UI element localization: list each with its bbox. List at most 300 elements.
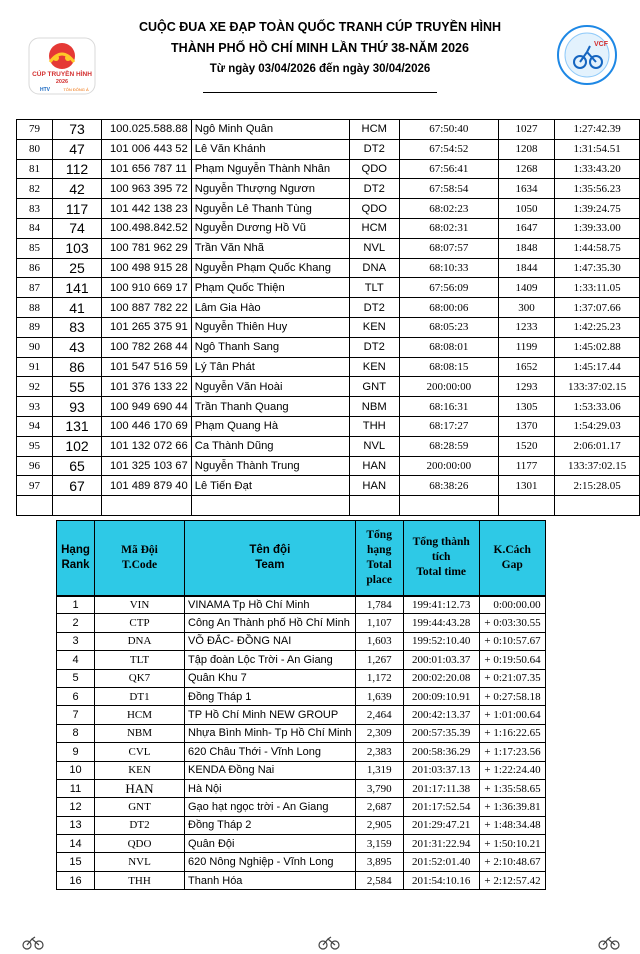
team-code-cell: THH xyxy=(95,871,185,889)
table-row xyxy=(57,669,546,687)
rider-name-cell: Nguyễn Dương Hồ Vũ xyxy=(191,218,349,238)
table-row xyxy=(57,798,546,816)
team-code-cell: QDO xyxy=(349,159,399,179)
gap-cell: 1:53:33.06 xyxy=(555,397,640,417)
team-rank-cell: 15 xyxy=(57,853,95,871)
team-rank-cell: 13 xyxy=(57,816,95,834)
uci-id-cell: 101 265 375 91 xyxy=(101,317,191,337)
gap-cell: + 1:16:22.65 xyxy=(479,724,545,742)
table-row xyxy=(17,337,640,357)
table-row xyxy=(57,614,546,632)
rider-name-cell: Trần Văn Nhã xyxy=(191,238,349,258)
rank-cell: 95 xyxy=(17,436,53,456)
uci-id-cell: 101 489 879 40 xyxy=(101,476,191,496)
table-row xyxy=(17,436,640,456)
rank-cell: 96 xyxy=(17,456,53,476)
logo-left-caption: CÚP TRUYỀN HÌNH xyxy=(32,71,92,78)
time-cell: 68:02:31 xyxy=(399,218,498,238)
bib-cell: 131 xyxy=(53,416,102,436)
total-place-cell: 2,905 xyxy=(355,816,403,834)
empty-cell xyxy=(498,496,554,516)
logo-left-year: 2026 xyxy=(55,79,69,85)
total-time-cell: 201:52:01.40 xyxy=(403,853,479,871)
rider-name-cell: Ngô Minh Quân xyxy=(191,120,349,140)
gap-cell: 1:45:02.88 xyxy=(555,337,640,357)
bib-cell: 43 xyxy=(53,337,102,357)
team-name-cell: KENDA Đồng Nai xyxy=(185,761,356,779)
team-rank-cell: 14 xyxy=(57,835,95,853)
rider-name-cell: Lý Tân Phát xyxy=(191,357,349,377)
gap-cell: + 1:01:00.64 xyxy=(479,706,545,724)
total-time-cell: 201:17:11.38 xyxy=(403,779,479,797)
empty-cell xyxy=(191,496,349,516)
points-cell: 1233 xyxy=(498,317,554,337)
team-name-cell: Thanh Hóa xyxy=(185,871,356,889)
gap-cell: 1:35:56.23 xyxy=(555,179,640,199)
gap-cell: + 2:10:48.67 xyxy=(479,853,545,871)
time-cell: 67:56:09 xyxy=(399,278,498,298)
team-code-cell: DT2 xyxy=(349,337,399,357)
empty-cell xyxy=(53,496,102,516)
team-rank-cell: 3 xyxy=(57,632,95,650)
time-cell: 68:05:23 xyxy=(399,317,498,337)
time-cell: 68:17:27 xyxy=(399,416,498,436)
team-name-cell: Đồng Tháp 1 xyxy=(185,687,356,705)
total-time-cell: 199:52:10.40 xyxy=(403,632,479,650)
rider-name-cell: Ca Thành Dũng xyxy=(191,436,349,456)
bib-cell: 103 xyxy=(53,238,102,258)
points-cell: 1268 xyxy=(498,159,554,179)
bib-cell: 74 xyxy=(53,218,102,238)
rank-cell: 88 xyxy=(17,298,53,318)
gap-cell: 1:42:25.23 xyxy=(555,317,640,337)
gap-cell: + 1:50:10.21 xyxy=(479,835,545,853)
page-header xyxy=(0,0,640,100)
rider-name-cell: Lê Văn Khánh xyxy=(191,139,349,159)
points-cell: 1293 xyxy=(498,377,554,397)
total-time-cell: 200:57:35.39 xyxy=(403,724,479,742)
points-cell: 1301 xyxy=(498,476,554,496)
vcf-logo-text: VCF xyxy=(594,41,608,48)
total-place-cell: 1,639 xyxy=(355,687,403,705)
gap-cell: 1:39:24.75 xyxy=(555,199,640,219)
team-code-cell: DNA xyxy=(349,258,399,278)
table-row xyxy=(57,816,546,834)
tv-cup-logo xyxy=(26,36,98,96)
team-name-cell: Quân Đội xyxy=(185,835,356,853)
team-code-cell: THH xyxy=(349,416,399,436)
gap-cell: + 1:48:34.48 xyxy=(479,816,545,834)
total-place-cell: 2,464 xyxy=(355,706,403,724)
team-code-cell: NVL xyxy=(95,853,185,871)
header-rule xyxy=(203,92,437,93)
points-cell: 1848 xyxy=(498,238,554,258)
total-place-cell: 1,172 xyxy=(355,669,403,687)
team-code-cell: GNT xyxy=(349,377,399,397)
team-rank-cell: 1 xyxy=(57,596,95,614)
uci-id-cell: 100.025.588.88 xyxy=(101,120,191,140)
team-name-cell: Gạo hạt ngọc trời - An Giang xyxy=(185,798,356,816)
table-row xyxy=(57,706,546,724)
total-place-cell: 1,603 xyxy=(355,632,403,650)
uci-id-cell: 100 446 170 69 xyxy=(101,416,191,436)
rider-name-cell: Lâm Gia Hào xyxy=(191,298,349,318)
team-code-cell: HAN xyxy=(95,779,185,797)
team-name-cell: Nhựa Bình Minh- Tp Hồ Chí Minh xyxy=(185,724,356,742)
team-name-cell: VINAMA Tp Hồ Chí Minh xyxy=(185,596,356,614)
table-row xyxy=(57,651,546,669)
team-rank-cell: 2 xyxy=(57,614,95,632)
table-row xyxy=(17,456,640,476)
rider-results-table xyxy=(16,119,640,516)
table-row xyxy=(57,761,546,779)
points-cell: 1844 xyxy=(498,258,554,278)
team-name-cell: Tập đoàn Lộc Trời - An Giang xyxy=(185,651,356,669)
team-code-cell: DNA xyxy=(95,632,185,650)
rank-cell: 86 xyxy=(17,258,53,278)
points-cell: 1647 xyxy=(498,218,554,238)
table-row xyxy=(17,357,640,377)
team-code-cell: VIN xyxy=(95,596,185,614)
gap-cell: 133:37:02.15 xyxy=(555,377,640,397)
time-cell: 67:56:41 xyxy=(399,159,498,179)
table-row xyxy=(57,779,546,797)
rider-name-cell: Nguyễn Văn Hoài xyxy=(191,377,349,397)
bib-cell: 47 xyxy=(53,139,102,159)
total-place-cell: 2,383 xyxy=(355,743,403,761)
total-place-cell: 1,319 xyxy=(355,761,403,779)
bib-cell: 65 xyxy=(53,456,102,476)
table-row xyxy=(57,743,546,761)
table-row xyxy=(17,476,640,496)
team-rank-cell: 5 xyxy=(57,669,95,687)
team-name-cell: TP Hồ Chí Minh NEW GROUP xyxy=(185,706,356,724)
team-code-cell: DT2 xyxy=(349,179,399,199)
gap-cell: + 1:22:24.40 xyxy=(479,761,545,779)
page-title-line1: CUỘC ĐUA XE ĐẠP TOÀN QUỐC TRANH CÚP TRUYỀN HÌNH xyxy=(138,20,502,34)
team-code-cell: CTP xyxy=(95,614,185,632)
total-time-cell: 201:03:37.13 xyxy=(403,761,479,779)
header-team-code: Mã Đội T.Code xyxy=(95,521,185,596)
team-code-cell: DT2 xyxy=(95,816,185,834)
empty-cell xyxy=(349,496,399,516)
points-cell: 1652 xyxy=(498,357,554,377)
uci-id-cell: 101 132 072 66 xyxy=(101,436,191,456)
points-cell: 1520 xyxy=(498,436,554,456)
team-code-cell: QK7 xyxy=(95,669,185,687)
rider-name-cell: Trần Thanh Quang xyxy=(191,397,349,417)
rider-name-cell: Phạm Quốc Thiện xyxy=(191,278,349,298)
points-cell: 1208 xyxy=(498,139,554,159)
points-cell: 1634 xyxy=(498,179,554,199)
gap-cell: 133:37:02.15 xyxy=(555,456,640,476)
table-row xyxy=(17,238,640,258)
uci-id-cell: 101 006 443 52 xyxy=(101,139,191,159)
uci-id-cell: 100 910 669 17 xyxy=(101,278,191,298)
bib-cell: 93 xyxy=(53,397,102,417)
rank-cell: 92 xyxy=(17,377,53,397)
team-rank-cell: 11 xyxy=(57,779,95,797)
team-code-cell: TLT xyxy=(349,278,399,298)
rank-cell: 93 xyxy=(17,397,53,417)
team-name-cell: Công An Thành phố Hồ Chí Minh xyxy=(185,614,356,632)
rider-name-cell: Lê Tiến Đạt xyxy=(191,476,349,496)
team-code-cell: NBM xyxy=(95,724,185,742)
gap-cell: 1:37:07.66 xyxy=(555,298,640,318)
time-cell: 67:54:52 xyxy=(399,139,498,159)
rider-name-cell: Nguyễn Thiên Huy xyxy=(191,317,349,337)
team-code-cell: CVL xyxy=(95,743,185,761)
date-range: Từ ngày 03/04/2026 đến ngày 30/04/2026 xyxy=(209,63,431,75)
rank-cell: 97 xyxy=(17,476,53,496)
logo-left-sponsor-tda: TÔN ĐÔNG Á xyxy=(63,87,89,92)
total-place-cell: 3,159 xyxy=(355,835,403,853)
rank-cell: 89 xyxy=(17,317,53,337)
time-cell: 200:00:00 xyxy=(399,456,498,476)
bib-cell: 73 xyxy=(53,120,102,140)
gap-cell: 1:33:11.05 xyxy=(555,278,640,298)
team-classification-table xyxy=(56,520,546,890)
time-cell: 68:02:23 xyxy=(399,199,498,219)
table-row xyxy=(17,397,640,417)
empty-row xyxy=(17,496,640,516)
header-rank: Hạng Rank xyxy=(57,521,95,596)
uci-id-cell: 101 656 787 11 xyxy=(101,159,191,179)
team-code-cell: NVL xyxy=(349,436,399,456)
rank-cell: 84 xyxy=(17,218,53,238)
table-row xyxy=(17,416,640,436)
total-time-cell: 200:01:03.37 xyxy=(403,651,479,669)
gap-cell: 2:06:01.17 xyxy=(555,436,640,456)
rank-cell: 90 xyxy=(17,337,53,357)
team-name-cell: Đồng Tháp 2 xyxy=(185,816,356,834)
total-time-cell: 200:42:13.37 xyxy=(403,706,479,724)
rank-cell: 82 xyxy=(17,179,53,199)
total-time-cell: 200:58:36.29 xyxy=(403,743,479,761)
gap-cell: + 0:19:50.64 xyxy=(479,651,545,669)
team-code-cell: KEN xyxy=(349,317,399,337)
gap-cell: 0:00:00.00 xyxy=(479,596,545,614)
team-name-cell: Quân Khu 7 xyxy=(185,669,356,687)
uci-id-cell: 101 376 133 22 xyxy=(101,377,191,397)
team-code-cell: QDO xyxy=(95,835,185,853)
cyclist-icon xyxy=(22,934,44,950)
team-code-cell: GNT xyxy=(95,798,185,816)
rider-name-cell: Nguyễn Thượng Ngươn xyxy=(191,179,349,199)
team-rank-cell: 7 xyxy=(57,706,95,724)
uci-id-cell: 100 498 915 28 xyxy=(101,258,191,278)
team-code-cell: NBM xyxy=(349,397,399,417)
uci-id-cell: 101 442 138 23 xyxy=(101,199,191,219)
table-row xyxy=(57,853,546,871)
cyclist-icon xyxy=(318,934,340,950)
uci-id-cell: 100 781 962 29 xyxy=(101,238,191,258)
team-name-cell: 620 Châu Thới - Vĩnh Long xyxy=(185,743,356,761)
rider-name-cell: Nguyễn Thành Trung xyxy=(191,456,349,476)
table-row xyxy=(17,317,640,337)
header-team-name: Tên đội Team xyxy=(185,521,356,596)
bib-cell: 117 xyxy=(53,199,102,219)
total-time-cell: 201:31:22.94 xyxy=(403,835,479,853)
team-code-cell: NVL xyxy=(349,238,399,258)
total-place-cell: 2,309 xyxy=(355,724,403,742)
gap-cell: 2:15:28.05 xyxy=(555,476,640,496)
gap-cell: + 1:35:58.65 xyxy=(479,779,545,797)
gap-cell: 1:47:35.30 xyxy=(555,258,640,278)
team-rank-cell: 12 xyxy=(57,798,95,816)
cyclist-icon xyxy=(598,934,620,950)
page-title-line2: THÀNH PHỐ HỒ CHÍ MINH LẦN THỨ 38-NĂM 2026 xyxy=(171,41,469,55)
time-cell: 68:07:57 xyxy=(399,238,498,258)
table-row xyxy=(17,159,640,179)
time-cell: 200:00:00 xyxy=(399,377,498,397)
bib-cell: 41 xyxy=(53,298,102,318)
total-place-cell: 1,107 xyxy=(355,614,403,632)
total-place-cell: 3,895 xyxy=(355,853,403,871)
team-code-cell: HAN xyxy=(349,476,399,496)
points-cell: 1305 xyxy=(498,397,554,417)
team-code-cell: TLT xyxy=(95,651,185,669)
total-time-cell: 201:17:52.54 xyxy=(403,798,479,816)
team-code-cell: KEN xyxy=(95,761,185,779)
gap-cell: + 0:21:07.35 xyxy=(479,669,545,687)
team-code-cell: HCM xyxy=(95,706,185,724)
empty-cell xyxy=(101,496,191,516)
empty-cell xyxy=(555,496,640,516)
team-code-cell: KEN xyxy=(349,357,399,377)
team-rank-cell: 4 xyxy=(57,651,95,669)
bib-cell: 83 xyxy=(53,317,102,337)
points-cell: 1027 xyxy=(498,120,554,140)
rider-name-cell: Nguyễn Lê Thanh Tùng xyxy=(191,199,349,219)
uci-id-cell: 100.498.842.52 xyxy=(101,218,191,238)
team-rank-cell: 8 xyxy=(57,724,95,742)
table-row xyxy=(17,377,640,397)
rank-cell: 79 xyxy=(17,120,53,140)
rank-cell: 81 xyxy=(17,159,53,179)
time-cell: 68:38:26 xyxy=(399,476,498,496)
team-code-cell: DT1 xyxy=(95,687,185,705)
bib-cell: 67 xyxy=(53,476,102,496)
time-cell: 68:08:01 xyxy=(399,337,498,357)
gap-cell: 1:31:54.51 xyxy=(555,139,640,159)
total-time-cell: 199:41:12.73 xyxy=(403,596,479,614)
gap-cell: 1:44:58.75 xyxy=(555,238,640,258)
time-cell: 67:50:40 xyxy=(399,120,498,140)
team-code-cell: DT2 xyxy=(349,298,399,318)
table-row xyxy=(17,139,640,159)
team-name-cell: VÕ ĐẮC- ĐỒNG NAI xyxy=(185,632,356,650)
total-place-cell: 2,687 xyxy=(355,798,403,816)
rank-cell: 91 xyxy=(17,357,53,377)
uci-id-cell: 101 325 103 67 xyxy=(101,456,191,476)
logo-left-sponsor-htv: HTV xyxy=(40,87,50,93)
rank-cell: 94 xyxy=(17,416,53,436)
team-rank-cell: 10 xyxy=(57,761,95,779)
team-code-cell: QDO xyxy=(349,199,399,219)
bib-cell: 86 xyxy=(53,357,102,377)
team-code-cell: HCM xyxy=(349,218,399,238)
total-time-cell: 201:29:47.21 xyxy=(403,816,479,834)
rank-cell: 80 xyxy=(17,139,53,159)
rank-cell: 85 xyxy=(17,238,53,258)
time-cell: 68:16:31 xyxy=(399,397,498,417)
empty-cell xyxy=(399,496,498,516)
gap-cell: + 0:27:58.18 xyxy=(479,687,545,705)
table-row xyxy=(17,258,640,278)
empty-cell xyxy=(17,496,53,516)
total-place-cell: 2,584 xyxy=(355,871,403,889)
table-row xyxy=(57,835,546,853)
team-rank-cell: 16 xyxy=(57,871,95,889)
header-gap: K.Cách Gap xyxy=(479,521,545,596)
table-row xyxy=(17,179,640,199)
gap-cell: 1:54:29.03 xyxy=(555,416,640,436)
total-place-cell: 3,790 xyxy=(355,779,403,797)
time-cell: 68:28:59 xyxy=(399,436,498,456)
gap-cell: + 1:17:23.56 xyxy=(479,743,545,761)
time-cell: 68:08:15 xyxy=(399,357,498,377)
bib-cell: 112 xyxy=(53,159,102,179)
rider-name-cell: Ngô Thanh Sang xyxy=(191,337,349,357)
time-cell: 68:10:33 xyxy=(399,258,498,278)
total-time-cell: 200:02:20.08 xyxy=(403,669,479,687)
team-rank-cell: 6 xyxy=(57,687,95,705)
gap-cell: 1:27:42.39 xyxy=(555,120,640,140)
team-code-cell: HAN xyxy=(349,456,399,476)
table-row xyxy=(57,724,546,742)
points-cell: 1199 xyxy=(498,337,554,357)
header-total-time: Tổng thành tích Total time xyxy=(403,521,479,596)
rider-name-cell: Phạm Quang Hà xyxy=(191,416,349,436)
uci-id-cell: 101 547 516 59 xyxy=(101,357,191,377)
gap-cell: + 0:03:30.55 xyxy=(479,614,545,632)
bib-cell: 25 xyxy=(53,258,102,278)
time-cell: 67:58:54 xyxy=(399,179,498,199)
total-time-cell: 199:44:43.28 xyxy=(403,614,479,632)
total-time-cell: 200:09:10.91 xyxy=(403,687,479,705)
total-place-cell: 1,267 xyxy=(355,651,403,669)
gap-cell: 1:45:17.44 xyxy=(555,357,640,377)
rank-cell: 87 xyxy=(17,278,53,298)
rider-name-cell: Phạm Nguyễn Thành Nhân xyxy=(191,159,349,179)
team-name-cell: Hà Nội xyxy=(185,779,356,797)
time-cell: 68:00:06 xyxy=(399,298,498,318)
uci-id-cell: 100 963 395 72 xyxy=(101,179,191,199)
rank-cell: 83 xyxy=(17,199,53,219)
table-row xyxy=(57,632,546,650)
uci-id-cell: 100 887 782 22 xyxy=(101,298,191,318)
team-name-cell: 620 Nông Nghiệp - Vĩnh Long xyxy=(185,853,356,871)
points-cell: 300 xyxy=(498,298,554,318)
bib-cell: 102 xyxy=(53,436,102,456)
team-rank-cell: 9 xyxy=(57,743,95,761)
vcf-logo xyxy=(556,24,618,86)
team-code-cell: DT2 xyxy=(349,139,399,159)
table-row xyxy=(57,687,546,705)
table-row xyxy=(17,218,640,238)
uci-id-cell: 100 782 268 44 xyxy=(101,337,191,357)
gap-cell: 1:39:33.00 xyxy=(555,218,640,238)
gap-cell: + 0:10:57.67 xyxy=(479,632,545,650)
points-cell: 1050 xyxy=(498,199,554,219)
table-row xyxy=(17,120,640,140)
table-row xyxy=(57,596,546,614)
header-total-place: Tổng hạng Total place xyxy=(355,521,403,596)
points-cell: 1177 xyxy=(498,456,554,476)
table-row xyxy=(17,298,640,318)
total-place-cell: 1,784 xyxy=(355,596,403,614)
